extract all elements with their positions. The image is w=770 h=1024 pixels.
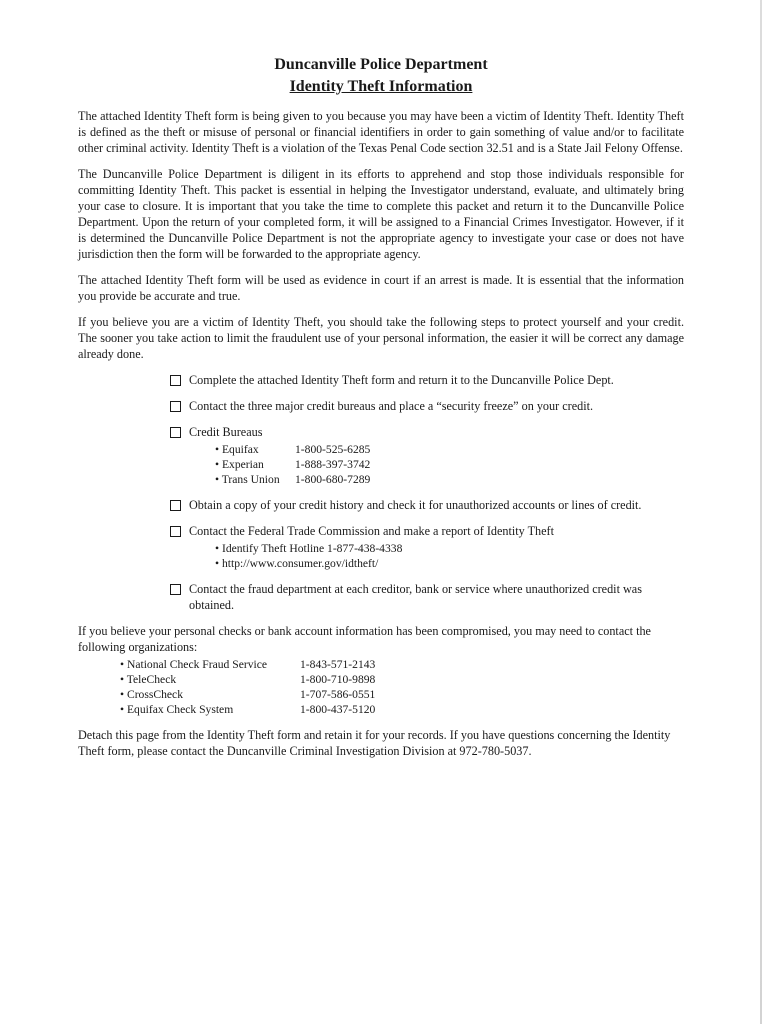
organization-phone: 1-843-571-2143 [300, 658, 376, 671]
bureau-phone: 1-888-397-3742 [295, 458, 371, 471]
organization-list [120, 657, 684, 717]
step-label: Complete the attached Identity Theft form and return it to the Duncanville Police Dept. [189, 373, 614, 387]
organization-phone: 1-707-586-0551 [300, 688, 376, 701]
bureau-name: • Experian [215, 458, 264, 471]
step-label: Contact the three major credit bureaus and place a “security freeze” on your credit. [189, 399, 594, 413]
checkbox[interactable] [170, 427, 181, 438]
step-label: Contact the Federal Trade Commission and make a report of Identity Theft [189, 524, 554, 538]
organization-name: • National Check Fraud Service [120, 658, 268, 671]
bureau-name: • Trans Union [215, 473, 280, 486]
paragraph-evidence: The attached Identity Theft form will be used as evidence in court if an arrest is made. It is essential that the information you provide be accurate and true. [78, 273, 684, 303]
step-label: Credit Bureaus [189, 425, 263, 439]
document-page [78, 54, 684, 769]
step-credit-history [170, 497, 680, 513]
bureau-phone: 1-800-680-7289 [295, 473, 371, 486]
department-title: Duncanville Police Department [274, 56, 488, 73]
step-label: Obtain a copy of your credit history and check it for unauthorized accounts or lines of credit. [189, 498, 642, 512]
step-label: Contact the fraud department at each creditor, bank or service where unauthorized credit was obtained. [189, 582, 642, 612]
organization-row [120, 657, 684, 672]
page-edge [760, 0, 762, 1024]
checkbox[interactable] [170, 401, 181, 412]
paragraph-steps-intro: If you believe you are a victim of Identity Theft, you should take the following steps to protect yourself and your credit. The sooner you take action to limit the fraudulent use of your personal information, the easier it will be correct any damage already done. [78, 315, 684, 361]
paragraph-definition: The attached Identity Theft form is being given to you because you may have been a victim of Identity Theft. Identity Theft is defined as the theft or misuse of personal or financial identifiers in order to gain something of value and/or to facilitate other criminal activity. Identity Theft is a violation of the Texas Penal Code section 32.51 and is a State Jail Felony Offense. [78, 109, 684, 155]
organization-row [120, 702, 684, 717]
organization-row [120, 687, 684, 702]
bureau-row [215, 442, 680, 457]
organization-name: • CrossCheck [120, 688, 183, 701]
ftc-website-link[interactable]: • http://www.consumer.gov/idtheft/ [215, 557, 379, 570]
step-ftc-report [170, 523, 680, 571]
organization-phone: 1-800-710-9898 [300, 673, 376, 686]
checkbox[interactable] [170, 584, 181, 595]
paragraph-department: The Duncanville Police Department is diligent in its efforts to apprehend and stop those individuals responsible for committing Identity Theft. This packet is essential in helping the Investigator understand, evaluate, and ultimately bring your case to closure. It is important that you take the time to complete this packet and return it to the Duncanville Police Department. Upon the return of your completed form, it will be assigned to a Financial Crimes Investigator. However, if it is determined the Duncanville Police Department is not the appropriate agency to investigate your case or does not have jurisdiction then the form will be forwarded to the appropriate agency. [78, 167, 684, 261]
bureau-name: • Equifax [215, 443, 259, 456]
steps-checklist [170, 372, 680, 613]
bureau-row [215, 457, 680, 472]
document-subtitle [78, 76, 684, 98]
subtitle-text: Identity Theft Information [289, 78, 473, 95]
step-complete-form [170, 372, 680, 388]
organization-name: • Equifax Check System [120, 703, 234, 716]
ftc-hotline: • Identify Theft Hotline 1-877-438-4338 [215, 542, 403, 555]
checkbox[interactable] [170, 500, 181, 511]
bureau-list [215, 442, 680, 487]
ftc-list [215, 541, 680, 571]
organization-row [120, 672, 684, 687]
checks-intro: If you believe your personal checks or bank account information has been compromised, you may need to contact the following organizations: [78, 624, 651, 654]
checkbox[interactable] [170, 526, 181, 537]
step-credit-bureaus [170, 424, 680, 487]
checkbox[interactable] [170, 375, 181, 386]
organization-name: • TeleCheck [120, 673, 177, 686]
step-security-freeze [170, 398, 680, 414]
organization-phone: 1-800-437-5120 [300, 703, 376, 716]
closing-paragraph: Detach this page from the Identity Theft form and retain it for your records. If you have questions concerning the Identity Theft form, please contact the Duncanville Criminal Investigation Division at 972-780-5037. [78, 728, 671, 758]
bureau-phone: 1-800-525-6285 [295, 443, 371, 456]
bureau-row [215, 472, 680, 487]
step-fraud-department [170, 581, 680, 613]
